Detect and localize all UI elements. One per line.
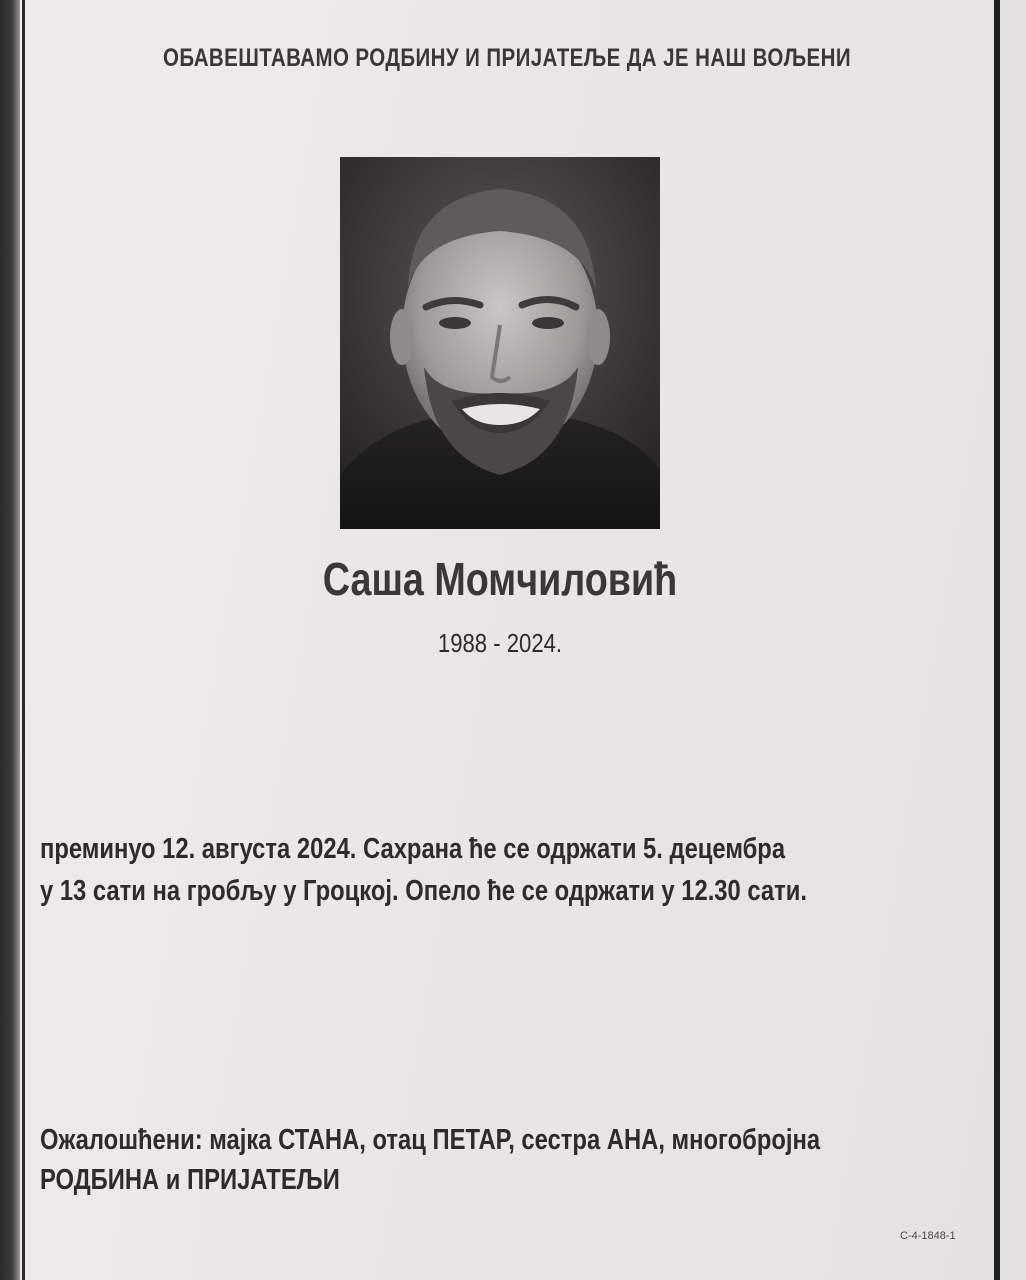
border-rule-left: [22, 0, 25, 1280]
mourners-list: [40, 1120, 980, 1200]
page-margin-right: [1000, 0, 1026, 1280]
mourners-line: Ожалошћени: мајка СТАНА, отац ПЕТАР, сестра АНА, многобројна: [40, 1124, 821, 1156]
page-shadow-left: [0, 0, 20, 1280]
funeral-details: [40, 828, 970, 912]
life-years: 1988 - 2024.: [437, 628, 563, 658]
intro-heading: ОБАВЕШТАВАМО РОДБИНУ И ПРИЈАТЕЉЕ ДА ЈЕ НАШ ВОЉЕНИ: [162, 44, 852, 72]
portrait-photo: [340, 157, 660, 529]
mourners-line: РОДБИНА и ПРИЈАТЕЉИ: [40, 1164, 340, 1196]
funeral-details-line: преминуо 12. августа 2024. Сахрана ће се одржати 5. децембра: [40, 833, 786, 865]
ad-code: С-4-1848-1: [900, 1230, 956, 1242]
deceased-name: Саша Момчиловић: [322, 553, 678, 605]
funeral-details-line: у 13 сати на гробљу у Гроцкој. Опело ће се одржати у 12.30 сати.: [40, 875, 807, 907]
portrait-illustration: [340, 157, 660, 529]
